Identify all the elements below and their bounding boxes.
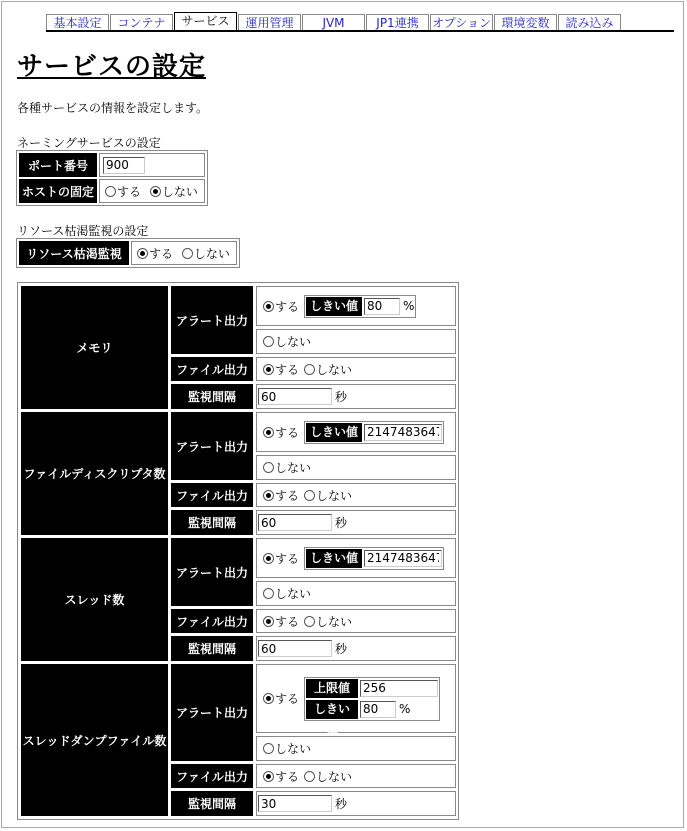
memory-alert-no-cell	[256, 329, 456, 354]
fd-alert-label: アラート出力	[171, 412, 253, 480]
naming-settings-table	[16, 150, 208, 206]
memory-alert-yes-label: する	[275, 299, 300, 314]
fixed-host-yes-label: する	[117, 184, 142, 199]
tab-load[interactable]: 読み込み	[558, 14, 621, 31]
port-label: ポート番号	[19, 153, 97, 177]
fixed-host-label: ホストの固定	[19, 179, 97, 203]
dump-interval-input[interactable]	[258, 795, 332, 812]
thread-alert-no-radio[interactable]	[263, 588, 274, 599]
dump-file-no-radio[interactable]	[304, 771, 315, 782]
group-name-memory: メモリ	[21, 286, 168, 409]
memory-threshold-input[interactable]	[364, 298, 400, 315]
fd-file-no-radio[interactable]	[304, 490, 315, 501]
resource-section-label: リソース枯渇監視の設定	[17, 224, 149, 238]
dump-file-yes-label: する	[275, 769, 300, 784]
dump-upper-label: 上限値	[306, 679, 358, 698]
dump-file-label: ファイル出力	[171, 764, 253, 788]
thread-interval-input[interactable]	[258, 640, 332, 657]
fd-file-cell	[256, 483, 456, 507]
fd-file-label: ファイル出力	[171, 483, 253, 507]
fd-alert-yes-cell	[256, 412, 456, 452]
thread-alert-yes-radio[interactable]	[263, 553, 274, 564]
thread-file-yes-radio[interactable]	[263, 616, 274, 627]
group-name-threads: スレッド数	[21, 538, 168, 661]
memory-threshold-label: しきい値	[306, 297, 362, 316]
resource-monitor-yes-label: する	[149, 246, 174, 261]
thread-alert-yes-label: する	[275, 551, 300, 566]
thread-file-cell	[256, 609, 456, 633]
fd-threshold-box	[304, 421, 444, 444]
thread-alert-no-cell	[256, 581, 456, 606]
memory-interval-cell	[256, 384, 456, 409]
resource-monitor-yes-radio[interactable]	[137, 248, 148, 259]
page-title: サービスの設定	[17, 52, 207, 82]
dump-alert-no-radio[interactable]	[263, 743, 274, 754]
tab-container[interactable]: コンテナ	[110, 14, 173, 31]
thread-interval-cell	[256, 636, 456, 661]
memory-alert-yes-cell	[256, 286, 456, 326]
dump-threshold-input[interactable]	[360, 701, 396, 718]
thread-seconds-unit: 秒	[335, 642, 348, 656]
fixed-host-no-radio[interactable]	[150, 186, 161, 197]
thread-alert-label: アラート出力	[171, 538, 253, 606]
memory-file-label: ファイル出力	[171, 357, 253, 381]
memory-seconds-unit: 秒	[335, 390, 348, 404]
thread-threshold-label: しきい値	[306, 549, 362, 568]
dump-seconds-unit: 秒	[335, 797, 348, 811]
fd-alert-no-radio[interactable]	[263, 462, 274, 473]
memory-file-no-radio[interactable]	[304, 364, 315, 375]
thread-file-yes-label: する	[275, 614, 300, 629]
memory-alert-yes-radio[interactable]	[263, 301, 274, 312]
dump-file-no-label: しない	[316, 769, 353, 784]
group-name-file-descriptors: ファイルディスクリプタ数	[21, 412, 168, 535]
memory-alert-no-label: しない	[275, 335, 312, 349]
resource-monitor-no-radio[interactable]	[182, 248, 193, 259]
tab-jvm[interactable]: JVM	[302, 14, 365, 31]
dump-percent-unit: %	[399, 702, 411, 716]
thread-alert-yes-cell	[256, 538, 456, 578]
dump-alert-no-label: しない	[275, 742, 312, 756]
tab-options[interactable]: オプション	[430, 14, 493, 31]
dump-interval-cell	[256, 791, 456, 816]
fd-file-yes-label: する	[275, 488, 300, 503]
memory-file-yes-label: する	[275, 362, 300, 377]
dump-alert-label: アラート出力	[171, 664, 253, 761]
tab-operation[interactable]: 運用管理	[238, 14, 301, 31]
fd-interval-label: 監視間隔	[171, 510, 253, 535]
memory-alert-no-radio[interactable]	[263, 336, 274, 347]
tab-underline	[46, 30, 674, 32]
tab-basic-settings[interactable]: 基本設定	[46, 14, 109, 31]
memory-threshold-box	[304, 295, 416, 318]
fd-alert-no-label: しない	[275, 461, 312, 475]
fd-threshold-input[interactable]	[364, 424, 442, 441]
port-input[interactable]	[103, 157, 145, 174]
tab-jp1[interactable]: JP1連携	[366, 14, 429, 31]
fixed-host-no-label: しない	[161, 184, 198, 199]
tab-env-vars[interactable]: 環境変数	[494, 14, 557, 31]
dump-file-yes-radio[interactable]	[263, 771, 274, 782]
thread-threshold-input[interactable]	[364, 550, 442, 567]
resource-monitor-no-label: しない	[193, 246, 230, 261]
dump-alert-yes-label: する	[275, 692, 300, 706]
fd-alert-no-cell	[256, 455, 456, 480]
group-name-thread-dumps: スレッドダンプファイル数	[21, 664, 168, 816]
thread-file-no-radio[interactable]	[304, 616, 315, 627]
thread-file-label: ファイル出力	[171, 609, 253, 633]
naming-section-label: ネーミングサービスの設定	[17, 136, 161, 150]
fd-file-yes-radio[interactable]	[263, 490, 274, 501]
memory-file-cell	[256, 357, 456, 381]
thread-alert-no-label: しない	[275, 587, 312, 601]
memory-file-yes-radio[interactable]	[263, 364, 274, 375]
dump-interval-label: 監視間隔	[171, 791, 253, 816]
dump-upper-input[interactable]	[360, 680, 438, 697]
fd-alert-yes-label: する	[275, 425, 300, 440]
dump-file-cell	[256, 764, 456, 788]
thread-file-no-label: しない	[316, 614, 353, 629]
tab-service[interactable]: サービス	[174, 12, 237, 31]
page-description: 各種サービスの情報を設定します。	[17, 101, 209, 115]
dump-limits-box	[304, 677, 440, 735]
thread-threshold-box	[304, 547, 444, 570]
memory-file-no-label: しない	[316, 362, 353, 377]
fd-seconds-unit: 秒	[335, 516, 348, 530]
memory-interval-label: 監視間隔	[171, 384, 253, 409]
dump-alert-yes-radio[interactable]	[263, 693, 274, 704]
memory-interval-input[interactable]	[258, 388, 332, 405]
resource-monitor-table	[16, 238, 240, 268]
memory-percent-unit: %	[403, 299, 415, 313]
fd-interval-input[interactable]	[258, 514, 332, 531]
fd-threshold-label: しきい値	[306, 423, 362, 442]
fd-interval-cell	[256, 510, 456, 535]
memory-alert-label: アラート出力	[171, 286, 253, 354]
fd-file-no-label: しない	[316, 488, 353, 503]
resource-detail-table	[17, 282, 459, 820]
thread-interval-label: 監視間隔	[171, 636, 253, 661]
fd-alert-yes-radio[interactable]	[263, 427, 274, 438]
resource-monitor-label: リソース枯渇監視	[19, 241, 129, 265]
dump-threshold-label: しきい値	[306, 700, 358, 719]
dump-alert-yes-cell	[256, 664, 456, 733]
dump-alert-no-cell	[256, 736, 456, 761]
fixed-host-yes-radio[interactable]	[105, 186, 116, 197]
tab-bar	[46, 12, 622, 31]
